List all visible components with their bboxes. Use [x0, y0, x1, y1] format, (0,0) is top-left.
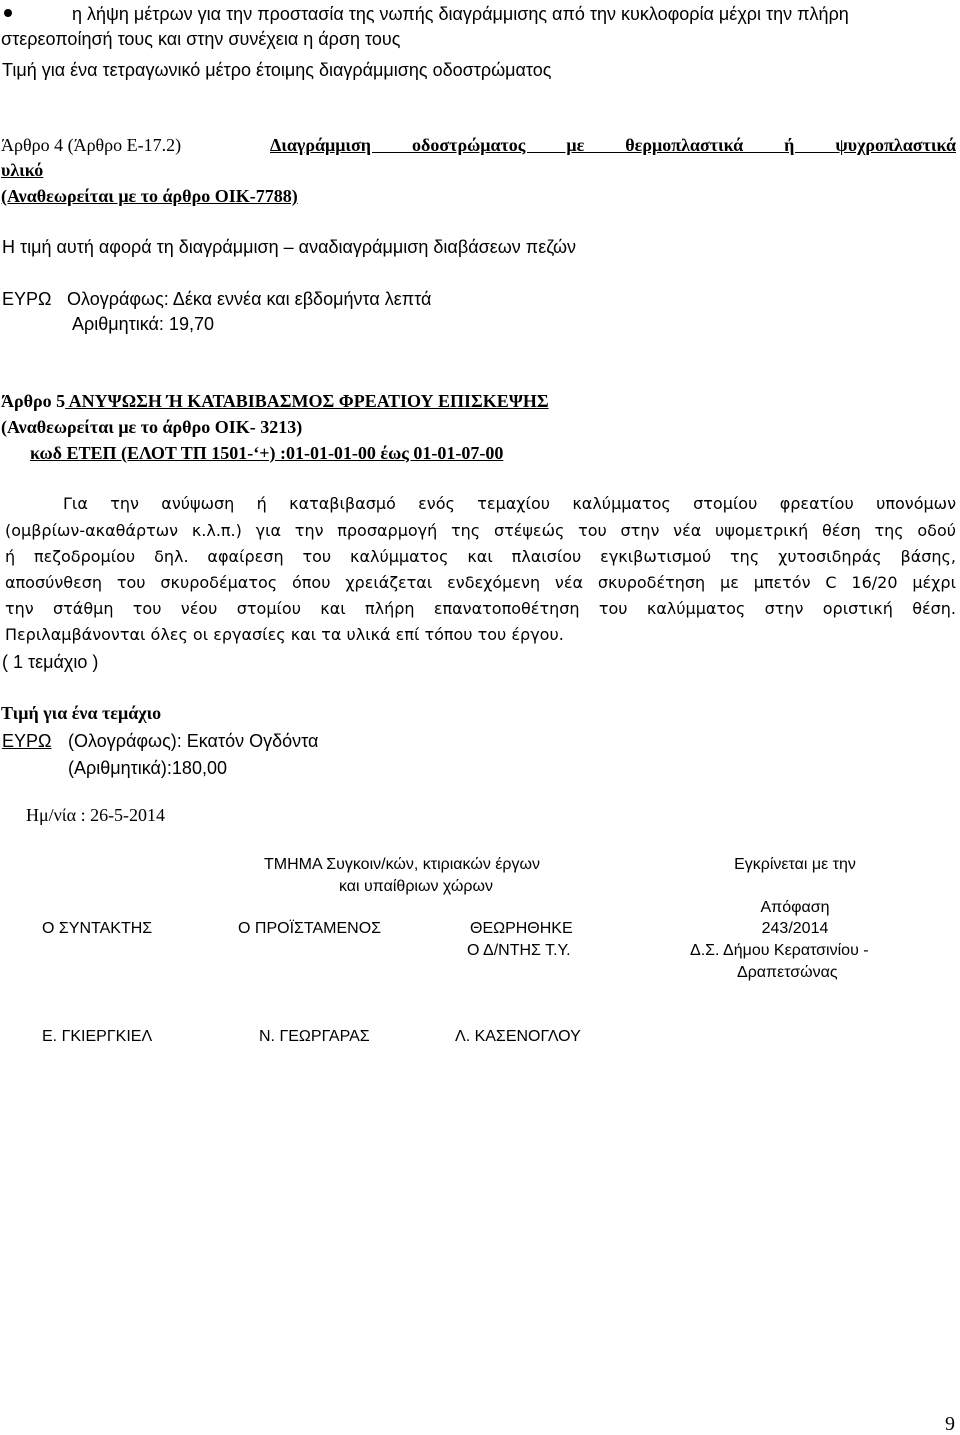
- article-5-title: ΑΝΥΨΩΣΗ Ή ΚΑΤΑΒΙΒΑΣΜΟΣ ΦΡΕΑΤΙΟΥ ΕΠΙΣΚΕΨΗΣ: [65, 391, 549, 411]
- approval-line-5: Δραπετσώνας: [737, 964, 838, 981]
- article-4-description: Η τιμή αυτή αφορά τη διαγράμμιση – αναδιαγράμμιση διαβάσεων πεζών: [2, 237, 577, 257]
- article-4-in-words: Ολογράφως: Δέκα εννέα και εβδομήντα λεπτά: [67, 289, 432, 309]
- approval-line-2: Απόφαση: [760, 899, 830, 916]
- document-date: Ημ/νία : 26-5-2014: [26, 805, 166, 825]
- director-name: Λ. ΚΑΣΕΝΟΓΛΟΥ: [455, 1028, 581, 1045]
- department-line-1: ΤΜΗΜΑ Συγκοιν/κών, κτιριακών έργων: [264, 856, 540, 873]
- article-4-in-numbers: Αριθμητικά: 19,70: [72, 314, 214, 334]
- price-unit-line: Τιμή για ένα τετραγωνικό μέτρο έτοιμης διαγράμμισης οδοστρώματος: [2, 60, 552, 80]
- body-line-4: αποσύνθεση του σκυροδέματος όπου χρειάζεται ενδεχόμενη νέα σκυροδέτηση με μπετόν C 16/20 μέχρι: [5, 573, 956, 592]
- article-4-number: Άρθρο 4 (Άρθρο Ε-17.2): [1, 135, 182, 155]
- head-name: Ν. ΓΕΩΡΓΑΡΑΣ: [259, 1028, 370, 1045]
- approval-line-1: Εγκρίνεται με την: [734, 856, 856, 873]
- body-line-6: Περιλαμβάνονται όλες οι εργασίες και τα υλικά επί τόπου του έργου.: [5, 625, 564, 644]
- article-5-in-words: (Ολογράφως): Εκατόν Ογδόντα: [68, 731, 319, 751]
- bullet-line-1: η λήψη μέτρων για την προστασία της νωπής διαγράμμισης από την κυκλοφορία μέχρι την πλήρη: [72, 4, 849, 24]
- body-line-2: (ομβρίων-ακαθάρτων κ.λ.π.) για την προσαρμογή της στέψεώς του στην νέα υψομετρική θέση της οδού: [5, 521, 956, 540]
- approval-line-3: 243/2014: [761, 920, 829, 937]
- article-4-revision: (Αναθεωρείται με το άρθρο ΟΙΚ-7788): [1, 186, 298, 206]
- article-5-heading: [1, 390, 549, 412]
- head-role: Ο ΠΡΟΪΣΤΑΜΕΝΟΣ: [238, 920, 382, 937]
- bullet-line-2: στερεοποίησή τους και στην συνέχεια η άρση τους: [1, 29, 401, 49]
- article-5-currency: ΕΥΡΩ: [2, 731, 52, 751]
- article-5-code: κωδ ΕΤΕΠ (ΕΛΟΤ ΤΠ 1501-‘+) :01-01-01-00 έως 01-01-07-00: [30, 443, 504, 463]
- article-5-prefix: Άρθρο 5: [1, 391, 66, 411]
- body-line-3: ή πεζοδρομίου δηλ. αφαίρεση του καλύμματος και πλαισίου εγκιβωτισμού της χυτοσιδηράς βάσης,: [5, 547, 956, 566]
- article-5-revision: (Αναθεωρείται με το άρθρο ΟΙΚ- 3213): [1, 417, 303, 437]
- page-number: 9: [945, 1413, 955, 1435]
- article-4-title-cont: υλικό: [1, 160, 44, 180]
- article-5-in-numbers: (Αριθμητικά):180,00: [68, 758, 227, 778]
- article-5-price-heading: Τιμή για ένα τεμάχιο: [1, 703, 162, 723]
- reviewed-label: ΘΕΩΡΗΘΗΚΕ: [470, 920, 573, 937]
- body-line-1: Για την ανύψωση ή καταβιβασμό ενός τεμαχίου καλύμματος στομίου φρεατίου υπονόμων: [63, 494, 956, 513]
- article-5-unit: ( 1 τεμάχιο ): [2, 652, 99, 672]
- article-4-currency: ΕΥΡΩ: [2, 289, 52, 309]
- author-role: Ο ΣΥΝΤΑΚΤΗΣ: [42, 920, 153, 937]
- article-4-title: Διαγράμμιση οδοστρώματος με θερμοπλαστικά ή ψυχροπλαστικά: [270, 135, 956, 155]
- bullet-icon: [4, 9, 12, 17]
- body-line-5: την στάθμη του νέου στομίου και πλήρη επανατοποθέτηση του καλύμματος στην οριστική θέση.: [5, 599, 956, 618]
- director-role: Ο Δ/ΝΤΗΣ Τ.Υ.: [467, 942, 571, 959]
- approval-line-4: Δ.Σ. Δήμου Κερατσινίου -: [690, 942, 869, 959]
- department-line-2: και υπαίθριων χώρων: [339, 878, 493, 895]
- author-name: Ε. ΓΚΙΕΡΓΚΙΕΛ: [42, 1028, 153, 1045]
